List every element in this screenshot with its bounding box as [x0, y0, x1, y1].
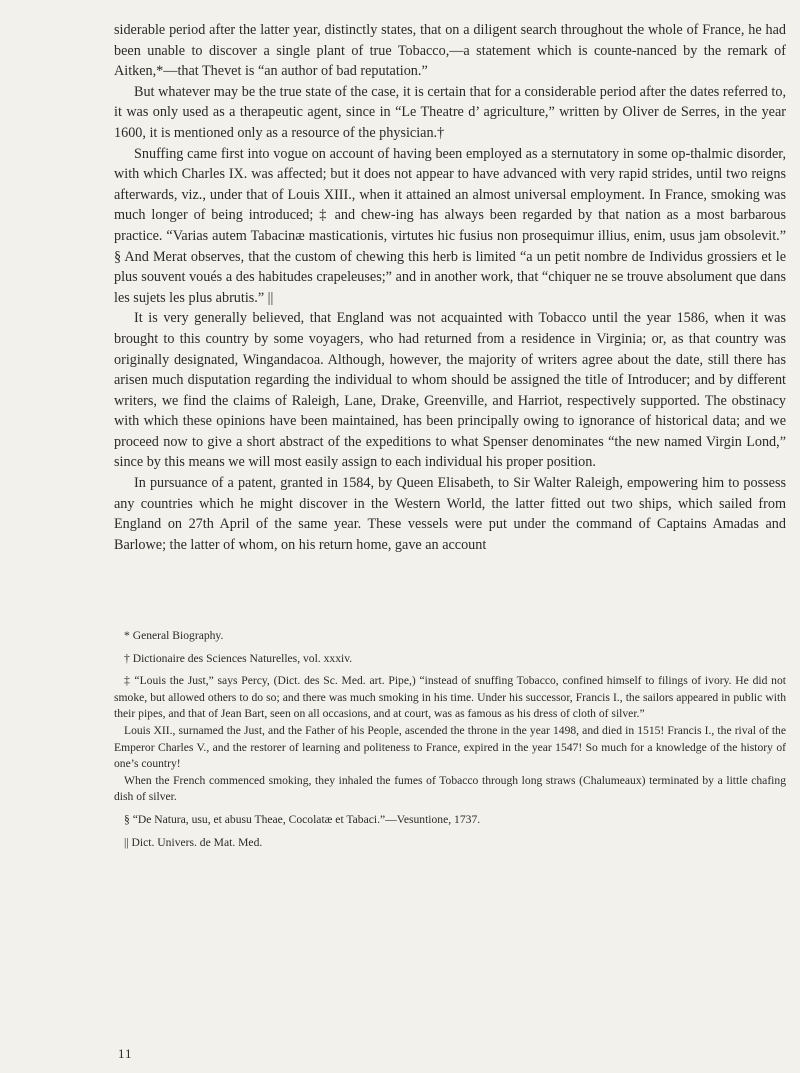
paragraph: Snuffing came first into vogue on account of having been employed as a sternutatory in some op-thalmic disorder, with which Charles IX. was affected; but it does not appear to have advanced with very rapid strides, until two reigns afterwards, viz., under that of Louis XIII., when it attained an almost universal employment. In France, smoking was much longer of being introduced; ‡ and chew-ing has always been regarded by that nation as a most barbarous practice. “Varias autem Tabacinæ masticationis, virtutes hic fusius non prosequimur illius, enim, usus jam obsolevit.” § And Merat observes, that the custom of chewing this herb is limited “a un petit nombre de Individus grossiers et le plus souvent voués a des habitudes crapeleuses;” and in another work, that “chiquer ne se trouve absolument que dans les sujets les plus abrutis.” ||: [114, 145, 786, 306]
paragraph: siderable period after the latter year, distinctly states, that on a diligent search throughout the whole of France, he had been unable to discover a single plant of true Tobacco,—a statement which is counte-nanced by the remark of Aitken,*—that Thevet is “an author of bad reputation.”: [114, 22, 786, 80]
footnote: * General Biography.: [124, 629, 224, 642]
paragraph: In pursuance of a patent, granted in 1584, by Queen Elisabeth, to Sir Walter Raleigh, empowering him to possess any countries which he might discover in the Western World, the latter fitted out two ships, which sailed from England on 27th April of the same year. These vessels were put under the command of Captains Amadas and Barlowe; the latter of whom, on his return home, gave an account: [114, 475, 786, 553]
main-text: [114, 20, 786, 555]
signature-mark: 11: [118, 1046, 133, 1061]
paragraph: But whatever may be the true state of the case, it is certain that for a considerable period after the dates referred to, it was only used as a therapeutic agent, since in “Le Theatre d’ agriculture,” written by Oliver de Serres, in the year 1600, it is mentioned only as a resource of the physician.†: [114, 83, 786, 141]
paragraph: It is very generally believed, that England was not acquainted with Tobacco until the year 1586, when it was brought to this country by some voyagers, who had returned from a residence in Virginia; or, as that country was originally designated, Wingandacoa. Although, however, the majority of writers agree about the date, still there has arisen much disputation regarding the individual to whom should be assigned the title of Introducer; and by different writers, we find the claims of Raleigh, Lane, Drake, Greenville, and Harriot, respectively supported. The obstinacy with which these opinions have been maintained, has been principally owing to ignorance of historical data; and we proceed now to give a short abstract of the expeditions to what Spenser denominates “the new named Virgin Lond,” since by this means we will most easily assign to each individual his proper position.: [114, 310, 786, 471]
footnote: ‡ “Louis the Just,” says Percy, (Dict. des Sc. Med. art. Pipe,) “instead of snuffing Tobacco, confined himself to filings of ivory. He did not smoke, but allowed others to do so; and there was much smoking in his time. Under his successor, Francis I., the sailors appeared in public with their pipes, and that of Jean Bart, seen on all occasions, and at court, was as famous as his dress of cloth of silver.”: [114, 674, 786, 721]
footnote: Louis XII., surnamed the Just, and the Father of his People, ascended the throne in the year 1498, and died in 1515! Francis I., the rival of the Emperor Charles V., and the restorer of learning and politeness to France, expired in the year 1547! So much for a knowledge of the history of one’s country!: [114, 723, 786, 771]
footnotes: [114, 628, 786, 851]
footnote: || Dict. Univers. de Mat. Med.: [124, 835, 263, 849]
footnote: When the French commenced smoking, they inhaled the fumes of Tobacco through long straws (Chalumeaux) terminated by a little chafing dish of silver.: [114, 773, 786, 804]
footnote: § “De Natura, usu, et abusu Theae, Cocolatæ et Tabaci.”—Vesuntione, 1737.: [124, 812, 481, 826]
footnote: † Dictionaire des Sciences Naturelles, vol. xxxiv.: [124, 651, 353, 665]
